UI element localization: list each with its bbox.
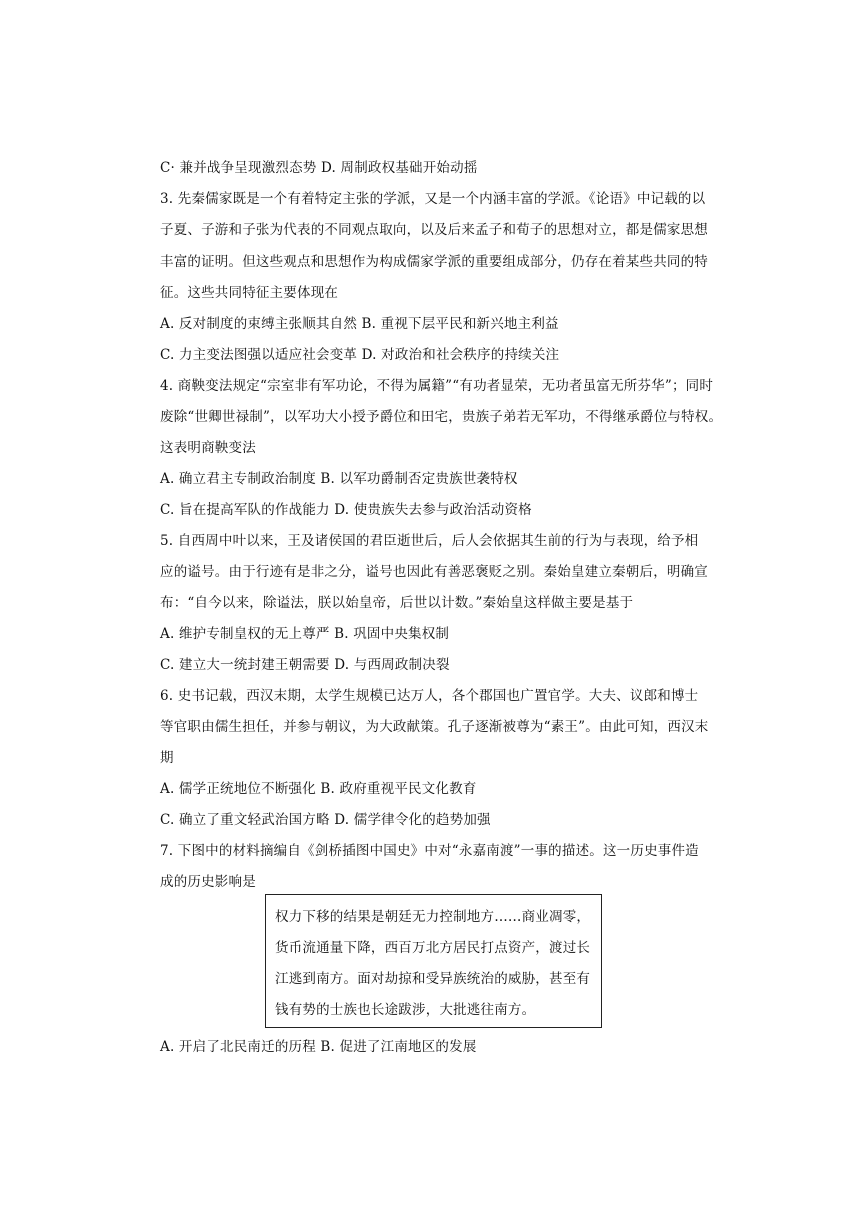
- question-3-options-cd: C. 力主变法图强以适应社会变革 D. 对政治和社会秩序的持续关注: [160, 347, 560, 363]
- question-4-options-ab: A. 确立君主专制政治制度 B. 以军功爵制否定贵族世袭特权: [160, 471, 518, 487]
- source-material-line: 江逃到南方。面对劫掠和受异族统治的威胁，甚至有: [275, 971, 591, 987]
- source-material-box: [265, 894, 602, 1028]
- question-7-options-ab: A. 开启了北民南迁的历程 B. 促进了江南地区的发展: [160, 1039, 477, 1055]
- question-3-options-ab: A. 反对制度的束缚主张顺其自然 B. 重视下层平民和新兴地主利益: [160, 316, 559, 332]
- option-line-q2-cd: C· 兼并战争呈现激烈态势 D. 周制政权基础开始动摇: [160, 160, 478, 176]
- question-4-options-cd: C. 旨在提高军队的作战能力 D. 使贵族失去参与政治活动资格: [160, 502, 532, 518]
- source-material-line: 权力下移的结果是朝廷无力控制地方……商业凋零，: [275, 909, 591, 925]
- question-5-options-ab: A. 维护专制皇权的无上尊严 B. 巩固中央集权制: [160, 626, 450, 642]
- question-5-stem: 5. 自西周中叶以来，王及诸侯国的君臣逝世后，后人会依据其生前的行为与表现，给予相: [160, 533, 699, 549]
- question-3-stem: 征。这些共同特征主要体现在: [160, 285, 339, 301]
- source-material-line: 钱有势的士族也长途跋涉，大批逃往南方。: [275, 1002, 536, 1018]
- question-5-stem: 应的谥号。由于行迹有是非之分，谥号也因此有善恶褒贬之别。秦始皇建立秦朝后，明确宣: [160, 564, 708, 580]
- source-material-line: 货币流通量下降，西百万北方居民打点资产，渡过长: [275, 940, 591, 956]
- question-7-stem: 成的历史影响是: [160, 874, 256, 890]
- question-6-stem: 等官职由儒生担任，并参与朝议，为大政献策。孔子逐渐被尊为“素王”。由此可知，西汉末: [160, 719, 709, 735]
- question-6-stem: 期: [160, 750, 174, 766]
- question-7-stem: 7. 下图中的材料摘编自《剑桥插图中国史》中对“永嘉南渡”一事的描述。这一历史事件造: [160, 843, 699, 859]
- question-3-stem: 子夏、子游和子张为代表的不同观点取向，以及后来孟子和荀子的思想对立，都是儒家思想: [160, 222, 708, 238]
- question-5-stem: 布：“自今以来，除谥法，朕以始皇帝，后世以计数。”秦始皇这样做主要是基于: [160, 595, 634, 611]
- question-6-options-ab: A. 儒学正统地位不断强化 B. 政府重视平民文化教育: [160, 781, 477, 797]
- question-6-options-cd: C. 确立了重文轻武治国方略 D. 儒学律令化的趋势加强: [160, 812, 491, 828]
- question-4-stem: 4. 商鞅变法规定“宗室非有军功论，不得为属籍”“有功者显荣，无功者虽富无所芬华”；同时: [160, 378, 714, 394]
- question-6-stem: 6. 史书记载，西汉末期，太学生规模已达万人，各个郡国也广置官学。大夫、议郎和博士: [160, 688, 699, 704]
- question-4-stem: 废除“世卿世禄制”，以军功大小授予爵位和田宅，贵族子弟若无军功，不得继承爵位与特权。: [160, 409, 723, 425]
- question-5-options-cd: C. 建立大一统封建王朝需要 D. 与西周政制决裂: [160, 657, 450, 673]
- question-3-stem: 3. 先秦儒家既是一个有着特定主张的学派，又是一个内涵丰富的学派。《论语》中记载的以: [160, 191, 706, 207]
- question-3-stem: 丰富的证明。但这些观点和思想作为构成儒家学派的重要组成部分，仍存在着某些共同的特: [160, 254, 708, 270]
- question-4-stem: 这表明商鞅变法: [160, 440, 256, 456]
